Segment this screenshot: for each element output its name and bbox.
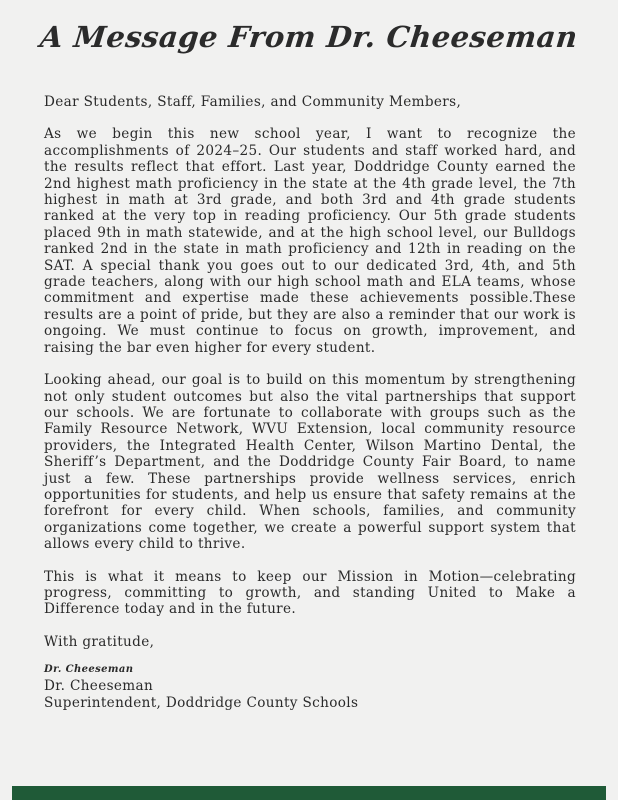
- paragraph-partnerships: Looking ahead, our goal is to build on this momentum by strengthening not only student outcomes but also the vital partnerships that support our schools. We are fortunate to collaborate with groups such as the Family Resource Network, WVU Extension, local community resource providers, the Integrated Health Center, Wilson Martino Dental, the Sheriff’s Department, and the Doddridge County Fair Board, to name just a few. These partnerships provide wellness services, enrich opportunities for students, and help us ensure that safety remains at the forefront for every child. When schools, families, and community organizations come together, we create a powerful support system that allows every child to thrive.: [44, 372, 576, 553]
- signature-block: [44, 664, 576, 712]
- letter-title: A Message From Dr. Cheeseman: [38, 20, 580, 54]
- letter-body: [44, 94, 576, 712]
- footer-bar: [12, 786, 606, 800]
- greeting: Dear Students, Staff, Families, and Community Members,: [44, 94, 462, 110]
- paragraph-mission: This is what it means to keep our Mission in Motion—celebrating progress, committing to growth, and standing United to Make a Difference today and in the future.: [44, 568, 576, 618]
- closing: With gratitude,: [44, 633, 155, 650]
- handwritten-signature: Dr. Cheeseman: [44, 664, 134, 676]
- signer-title: Superintendent, Doddridge County Schools: [44, 695, 359, 712]
- signer-name: Dr. Cheeseman: [44, 678, 154, 695]
- paragraph-accomplishments: As we begin this new school year, I want to recognize the accomplishments of 2024–25. Our students and staff worked hard, and the results reflect that effort. Last year, Doddridge County earned the 2nd highest math proficiency in the state at the 4th grade level, the 7th highest in math at 3rd grade, and both 3rd and 4th grade students ranked at the very top in reading proficiency. Our 5th grade students placed 9th in math statewide, and at the high school level, our Bulldogs ranked 2nd in the state in math proficiency and 12th in reading on the SAT. A special thank you goes out to our dedicated 3rd, 4th, and 5th grade teachers, along with our high school math and ELA teams, whose commitment and expertise made these achievements possible.These results are a point of pride, but they are also a reminder that our work is ongoing. We must continue to focus on growth, improvement, and raising the bar even higher for every student.: [44, 126, 576, 356]
